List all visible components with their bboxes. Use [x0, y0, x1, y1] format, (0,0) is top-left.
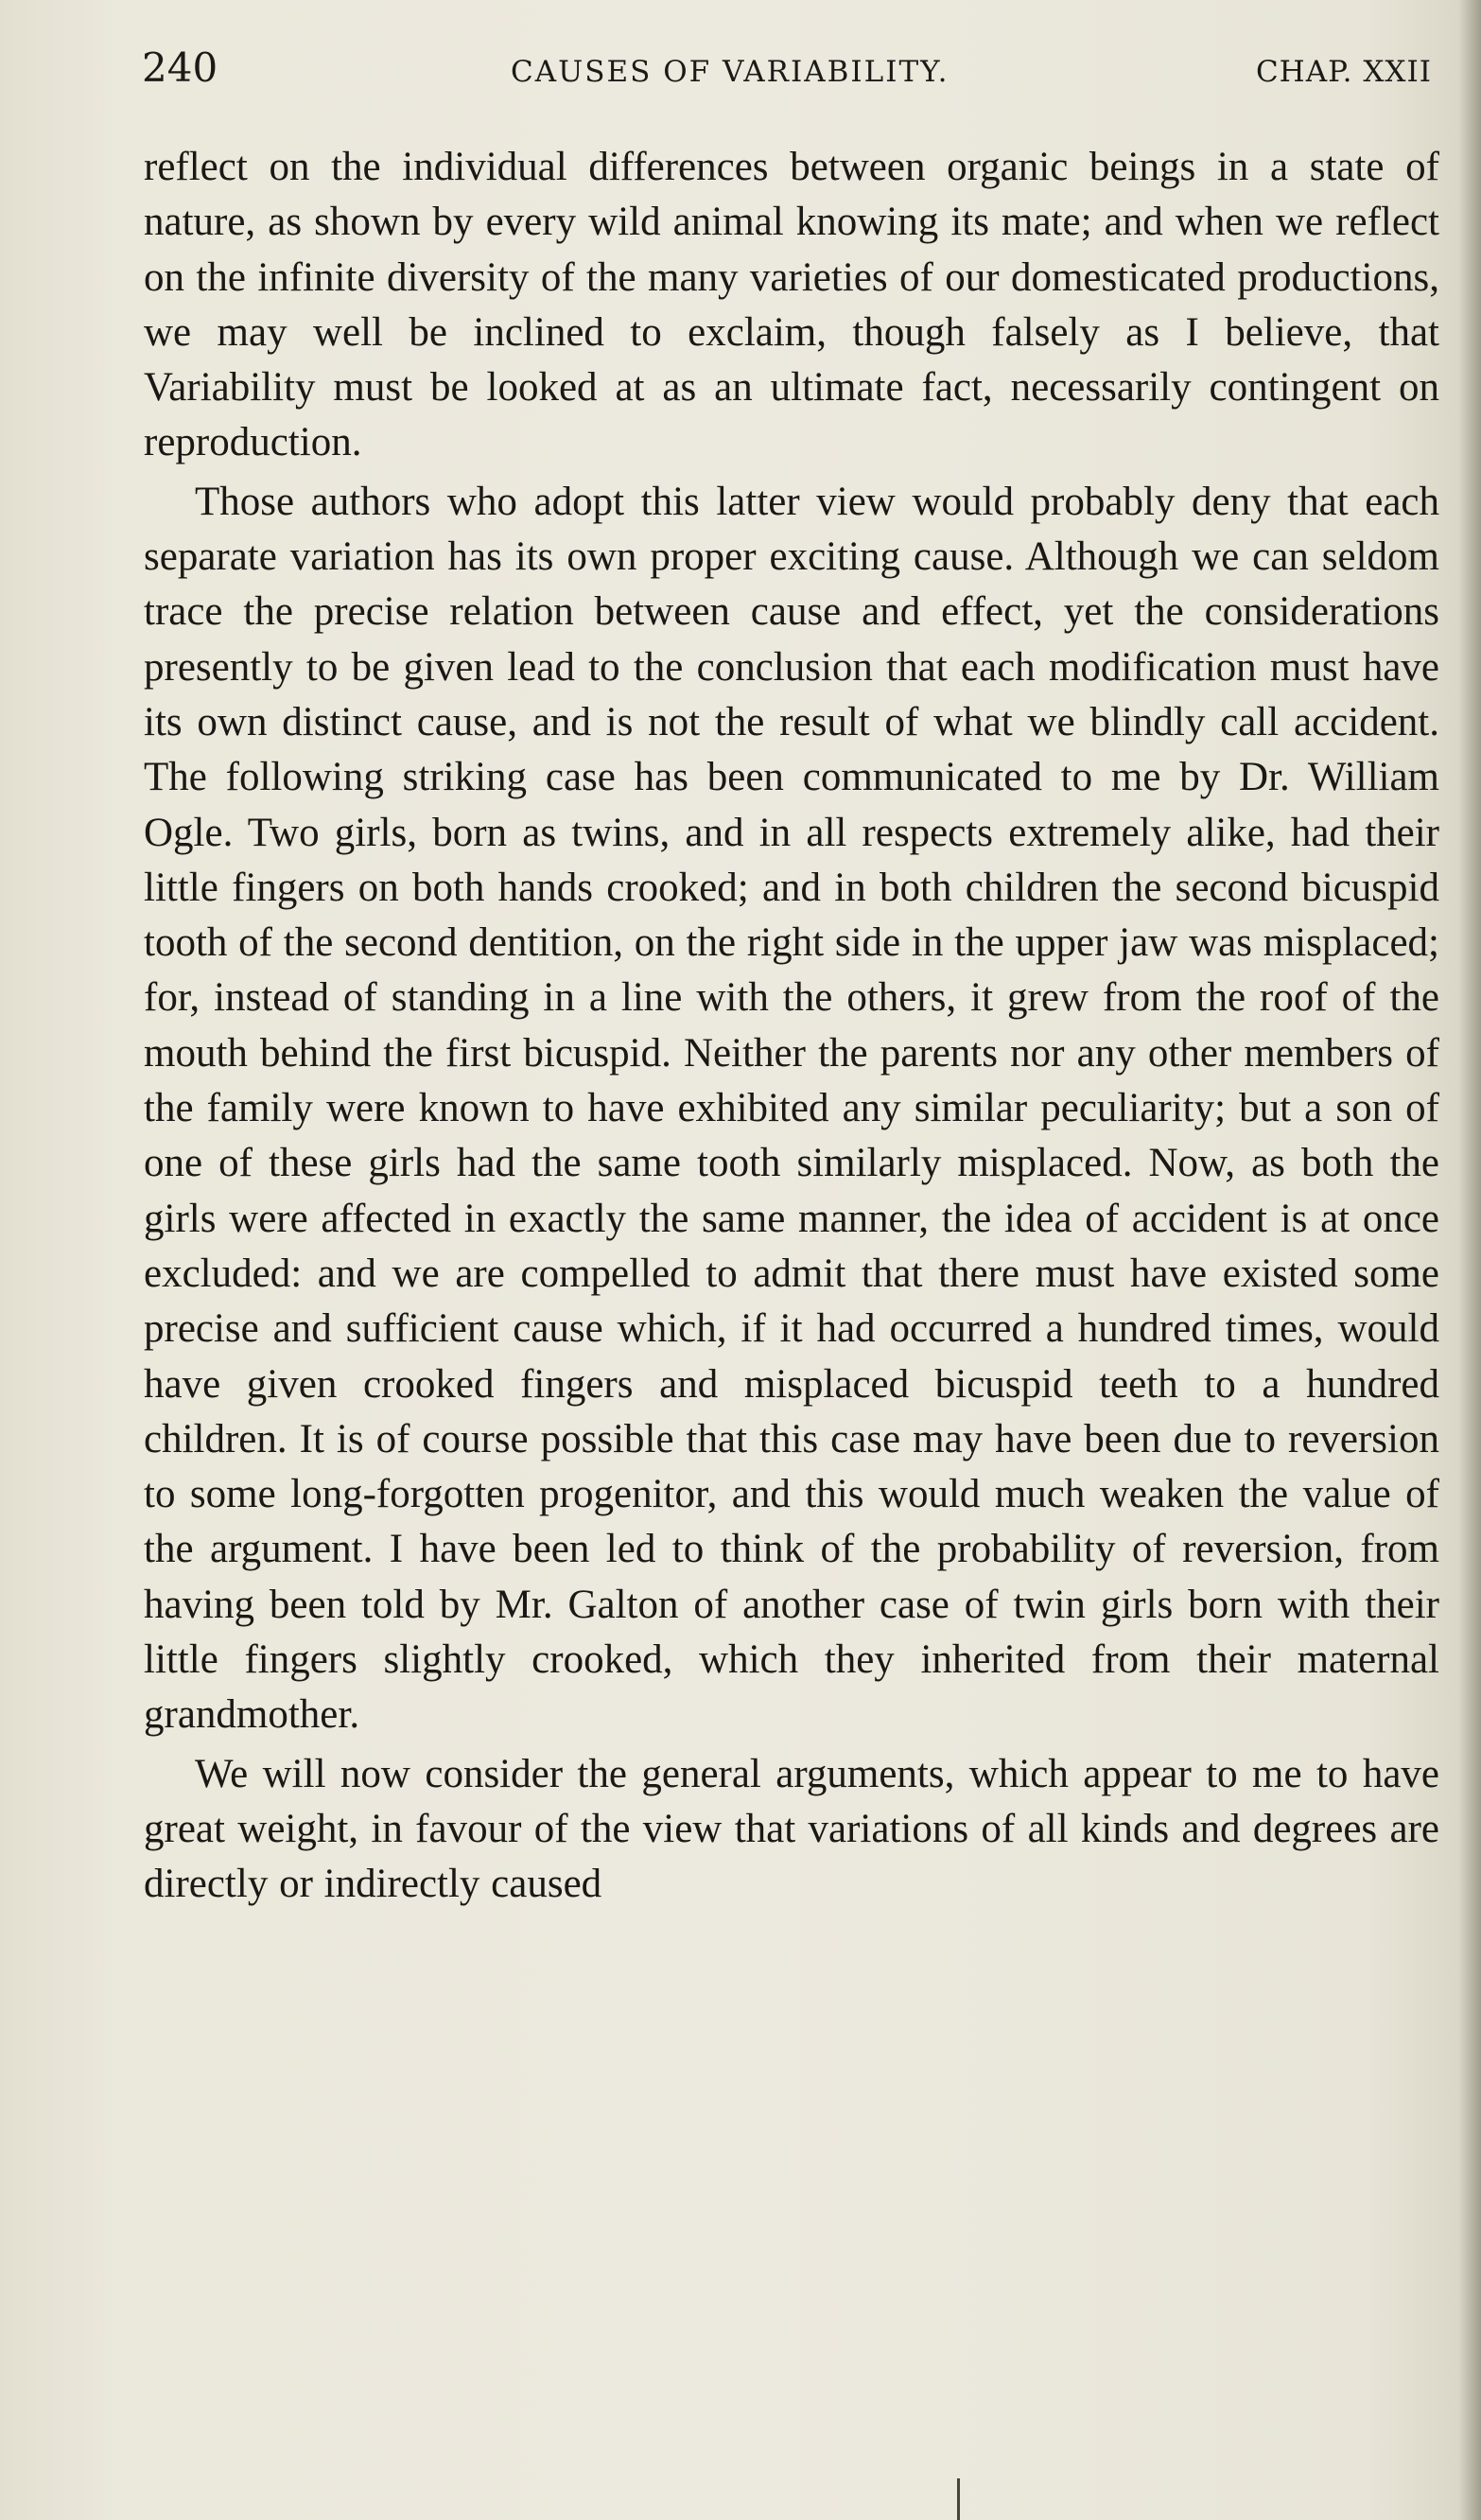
page-header: [142, 40, 1432, 96]
paragraph: We will now consider the general arguments, which appear to me to have great weight, in favour of the view that variations of all kinds and degrees are directly or indirectly caused: [144, 1751, 1439, 1907]
page-edge-shadow: [1458, 0, 1481, 2520]
page-number: 240: [142, 44, 218, 91]
paragraph: Those authors who adopt this latter view would probably deny that each separate variation has its own proper exciting cause. Although we can seldom trace the precise relation between cause and effect, yet the considerations presently to be given lead to the conclusion that each modification must have its own distinct cause, and is not the result of what we blindly call accident. The following striking case has been communicated to me by Dr. William Ogle. Two girls, born as twins, and in all respects extremely alike, had their little fingers on both hands crooked; and in both children the second bicuspid tooth of the second dentition, on the right side in the upper jaw was misplaced; for, instead of standing in a line with the others, it grew from the roof of the mouth behind the first bicuspid. Neither the parents nor any other members of the family were known to have exhibited any similar peculiarity; but a son of one of these girls had the same tooth similarly misplaced. Now, as both the girls were affected in exactly the same manner, the idea of accident is at once excluded: and we are compelled to admit that there must have existed some precise and sufficient cause which, if it had occurred a hundred times, would have given crooked fingers and misplaced bicuspid teeth to a hundred children. It is of course possible that this case may have been due to reversion to some long-forgotten progenitor, and this would much weaken the value of the argument. I have been led to think of the probability of reversion, from having been told by Mr. Galton of another case of twin girls born with their little fingers slightly crooked, which they inherited from their maternal grandmother.: [144, 479, 1439, 1738]
chapter-label: CHAP. XXII: [1255, 55, 1432, 89]
paragraph-continued: reflect on the individual differences between organic beings in a state of nature, as shown by every wild animal knowing its mate; and when we reflect on the infinite diversity of the many varieties of our domesticated productions, we may well be inclined to exclaim, though falsely as I believe, that Variability must be looked at as an ultimate fact, necessarily contingent on reproduction.: [144, 145, 1439, 465]
printer-mark: [957, 2478, 960, 2520]
body-text: [144, 140, 1439, 1913]
running-title: CAUSES OF VARIABILITY.: [511, 55, 950, 89]
